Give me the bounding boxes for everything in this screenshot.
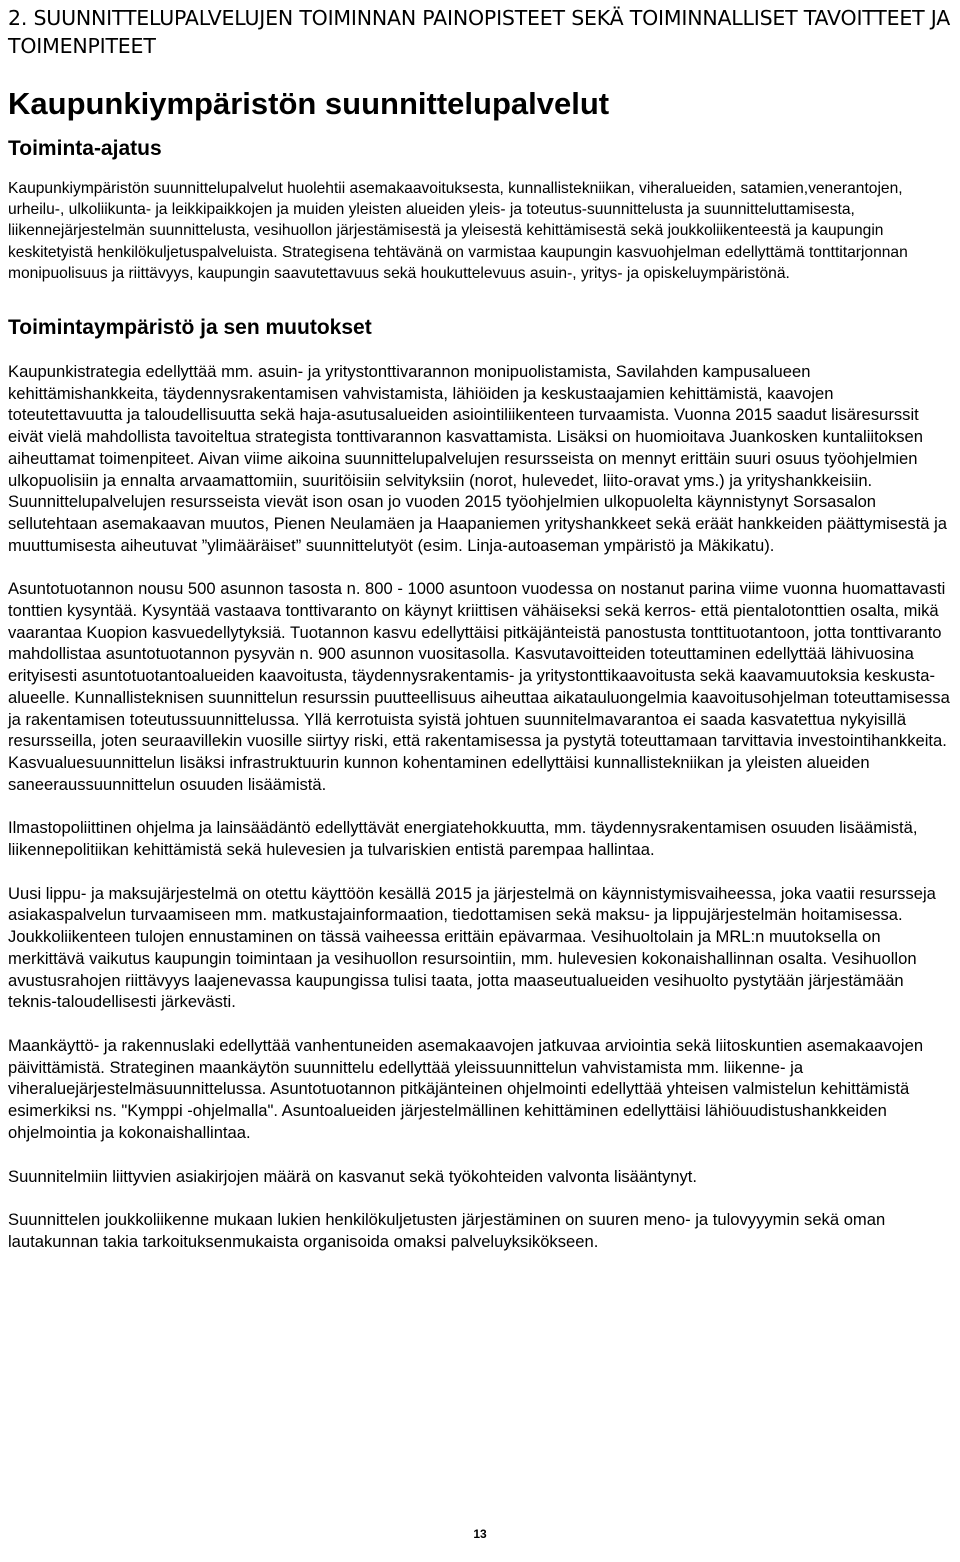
- document-page: [8, 4, 952, 1253]
- paragraph-ticketing: Uusi lippu- ja maksujärjestelmä on otettu käyttöön kesällä 2015 ja järjestelmä on käynnistymisvaiheessa, joka vaatii resursseja asiakaspalvelun turvaamiseen mm. matkustajainformaation, tiedottamisen sekä maksu- ja lippujärjestelmän hoitamisessa. Joukkoliikenteen tulojen ennustaminen on tässä vaiheessa erittäin epävarmaa. Vesihuoltolain ja MRL:n muutoksella on merkittävä vaikutus kaupungin toimintaan ja vesihuollon resursointiin, mm. hulevesien kokonaishallinnan osalta. Vesihuollon avustusrahojen riittävyys laajenevassa kaupungissa tulisi taata, jotta maaseutualueiden vesihuolto pystytään järjestämään teknis-taloudellisesti järkevästi.: [8, 883, 936, 1012]
- main-title: Kaupunkiympäristön suunnittelupalvelut: [8, 86, 610, 121]
- paragraph-transport-unit: Suunnittelen joukkoliikenne mukaan lukien henkilökuljetusten järjestäminen on suuren meno- ja tulovyyymin sekä oman lautakunnan takia tarkoituksenmukaista organisoida omaksi palveluyksikökseen.: [8, 1210, 886, 1251]
- subtitle-mission: Toiminta-ajatus: [8, 137, 162, 160]
- paragraph-documents: Suunnitelmiin liittyvien asiakirjojen määrä on kasvanut sekä työkohteiden valvonta lisääntynyt.: [8, 1166, 698, 1186]
- subtitle-environment: Toimintaympäristö ja sen muutokset: [8, 316, 372, 340]
- paragraph-housing: Asuntotuotannon nousu 500 asunnon tasosta n. 800 - 1000 asuntoon vuodessa on nostanut parina viime vuonna huomattavasti tonttien kysyntää. Kysyntää vastaava tonttivaranto on käynyt kriittisen vähäiseksi sekä kerros- että pientalotonttien osalta, mikä vaarantaa Kuopion kasvuedellytyksiä. Tuotannon kasvu edellyttäisi pitkäjänteistä panostusta tonttituotantoon, jotta tonttivaranto mahdollistaa asuntotuotannon pysyvän n. 900 asunnon vuositasolla. Kasvutavoitteiden toteuttaminen edellyttää lähivuosina erityisesti asuntotuotantoalueiden kaavoitusta, täydennysrakentamis- ja yritystonttikaavoitusta sekä kaavamuutoksia keskusta-alueelle. Kunnallisteknisen suunnittelun resurssin puutteellisuus aiheuttaa aikatauluongelmia kaavoitusohjelman toteuttamisessa ja rakentamisen toteutussuunnittelussa. Yllä kerrotuista syistä johtuen suunnitelmavarantoa ei saada kasvatettua nykyisillä resursseilla, joten seuraavillekin vuosille siirtyy riski, että rakentamisessa ja pystytä toteuttamaan tarvittavia investointihankkeita. Kasvualuesuunnittelun lisäksi infrastruktuurin kunnon kohentaminen edellyttäisi kunnallistekniikan ja yleisten alueiden saneeraussuunnittelun osuuden lisäämistä.: [8, 579, 950, 794]
- section-heading: 2. SUUNNITTELUPALVELUJEN TOIMINNAN PAINOPISTEET SEKÄ TOIMINNALLISET TAVOITTEET JA TOIMENPITEET: [8, 6, 951, 58]
- page-number: 13: [473, 1527, 487, 1541]
- paragraph-strategy: Kaupunkistrategia edellyttää mm. asuin- ja yritystonttivarannon monipuolistamista, Savilahden kampusalueen kehittämishankkeita, täydennysrakentamisen vahvistamista, lähiöiden ja keskustaajamien kehittämistä, kaavojen toteutettavuutta ja taloudellisuutta sekä haja-asutusalueiden asiointiliikenteen turvaamista. Vuonna 2015 saadut lisäresurssit eivät vielä mahdollista tavoiteltua strategista tonttivarannon kasvattamista. Lisäksi on huomioitava Juankosken kuntaliitoksen aiheuttamat toimenpiteet. Aivan viime aikoina suunnittelupalvelujen resursseista on mennyt erittäin suuri osuus työohjelmien ulkopuolisiin ja ennalta arvaamattomiin, suuritöisiin selvityksiin (norot, hulevedet, liito-oravat yms.) ja yrityshankkeisiin. Suunnittelupalvelujen resursseista vievät ison osan jo vuoden 2015 työohjelmien ulkopuolelta käynnistynyt Sorsasalon sellutehtaan asemakaavan muutos, Pienen Neulamäen ja Haapaniemen yrityshankkeet sekä eräät hankkeiden päättymisestä ja muuttumisesta aiheutuvat ”ylimääräiset” suunnittelutyöt (esim. Linja-autoaseman ympäristö ja Mäkikatu).: [8, 362, 948, 555]
- mission-paragraph: Kaupunkiympäristön suunnittelupalvelut huolehtii asemakaavoituksesta, kunnallistekniikan, viheralueiden, satamien,venerantojen, urheilu-, ulkoliikunta- ja leikkipaikkojen ja muiden yleisten alueiden yleis- ja toteutus-suunnittelusta ja suunnitteluttamisesta, liikennejärjestelmän suunnittelusta, vesihuollon järjestämisestä ja yleisestä kehittämisestä sekä joukkoliikenteestä ja kaupungin keskitetyistä henkilökuljetuspalveluista. Strategisena tehtävänä on varmistaa kaupungin kasvuohjelman edellyttämä tonttitarjonnan monipuolisuus ja riittävyys, kaupungin saavutettavuus sekä houkuttelevuus asuin-, yritys- ja opiskeluympäristönä.: [8, 180, 908, 282]
- paragraph-land-use: Maankäyttö- ja rakennuslaki edellyttää vanhentuneiden asemakaavojen jatkuvaa arviointia sekä liitoskuntien asemakaavojen päivittämistä. Strateginen maankäytön suunnittelu edellyttää yleissuunnittelun vahvistamista mm. liikenne- ja viheraluejärjestelmäsuunnittelussa. Asuntotuotannon pitkäjänteinen ohjelmointi edellyttää yhteisen valmistelun kehittämistä esimerkiksi ns. "Kymppi -ohjelmalla". Asuntoalueiden järjestelmällinen kehittäminen edellyttäisi lähiöuudistushankkeiden ohjelmointia ja kokonaishallintaa.: [8, 1036, 924, 1142]
- paragraph-climate: Ilmastopoliittinen ohjelma ja lainsäädäntö edellyttävät energiatehokkuutta, mm. täydennysrakentamisen osuuden lisäämistä, liikennepolitiikan kehittämistä sekä hulevesien ja tulvariskien entistä parempaa hallintaa.: [8, 818, 918, 860]
